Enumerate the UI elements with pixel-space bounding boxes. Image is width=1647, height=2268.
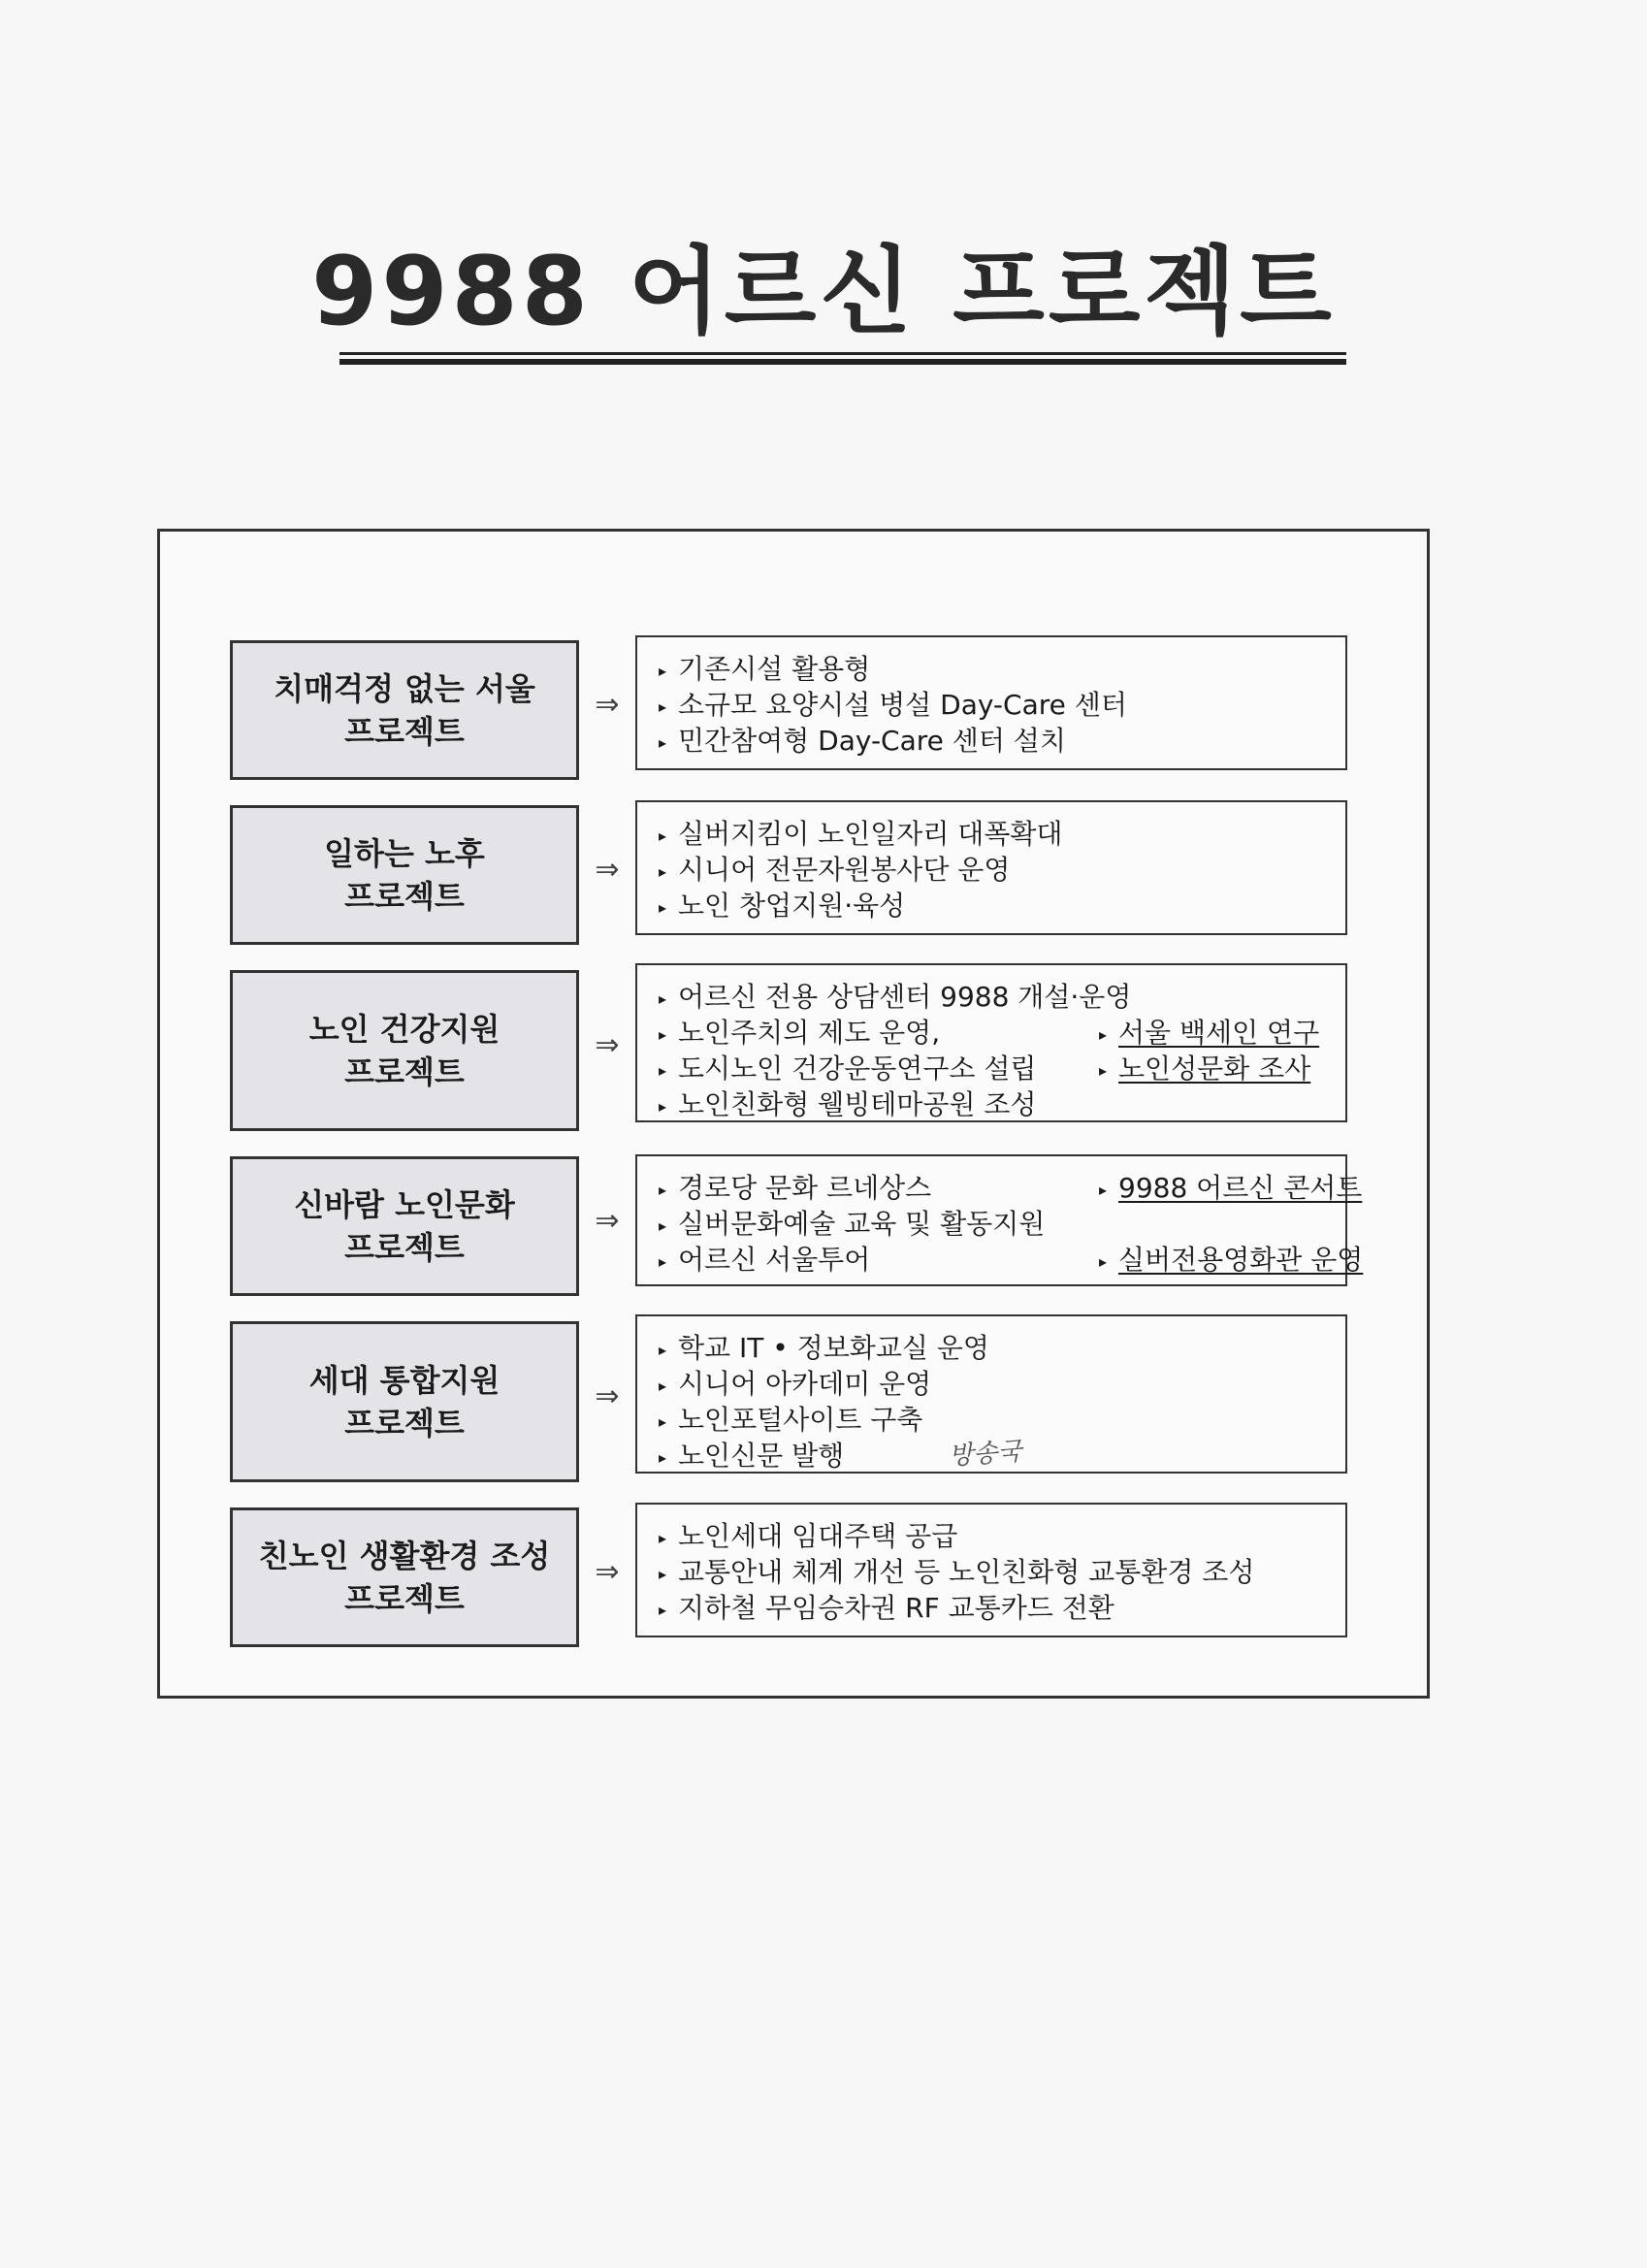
- list-item: [659, 1206, 1345, 1242]
- item-text: 학교 IT • 정보화교실 운영: [678, 1332, 989, 1364]
- triangle-bullet-icon: ▸: [1099, 1060, 1108, 1080]
- item-text: 노인 창업지원·육성: [678, 890, 906, 922]
- triangle-bullet-icon: ▸: [1099, 1024, 1108, 1044]
- project-label-line1: 친노인 생활환경 조성: [258, 1538, 551, 1574]
- project-label: [230, 1321, 579, 1482]
- triangle-bullet-icon: ▸: [659, 1528, 667, 1547]
- triangle-bullet-icon: ▸: [659, 732, 667, 752]
- item-text: 노인포털사이트 구축: [678, 1404, 923, 1436]
- project-label: [230, 640, 579, 780]
- triangle-bullet-icon: ▸: [659, 1447, 667, 1467]
- item-text: 실버문화예술 교육 및 활동지원: [678, 1208, 1046, 1240]
- list-item: [659, 1170, 1363, 1206]
- side-item: [1099, 1242, 1363, 1280]
- triangle-bullet-icon: ▸: [659, 1060, 667, 1080]
- item-text: 노인신문 발행: [678, 1440, 845, 1472]
- project-label-line2: 프로젝트: [344, 1580, 465, 1617]
- triangle-bullet-icon: ▸: [659, 661, 667, 680]
- project-label-line2: 프로젝트: [344, 1053, 465, 1090]
- item-text: 경로당 문화 르네상스: [678, 1172, 932, 1204]
- item-text: 노인친화형 웰빙테마공원 조성: [678, 1088, 1037, 1120]
- triangle-bullet-icon: ▸: [659, 697, 667, 716]
- project-label: [230, 805, 579, 945]
- arrow-icon: ⇒: [595, 853, 620, 887]
- list-item: [659, 1554, 1345, 1590]
- side-item-text: 실버전용영화관 운영: [1118, 1244, 1364, 1276]
- project-label-line2: 프로젝트: [344, 713, 465, 750]
- project-label-line1: 치매걱정 없는 서울: [274, 670, 535, 707]
- project-details-box: [635, 963, 1347, 1122]
- list-item: [659, 651, 1345, 687]
- list-item: [659, 687, 1345, 723]
- triangle-bullet-icon: ▸: [659, 1411, 667, 1431]
- triangle-bullet-icon: ▸: [659, 861, 667, 881]
- project-details-box: [635, 800, 1347, 935]
- arrow-icon: ⇒: [595, 1379, 620, 1413]
- item-text: 노인세대 임대주택 공급: [678, 1520, 958, 1552]
- item-text: 도시노인 건강운동연구소 설립: [678, 1053, 1037, 1085]
- list-item: [659, 1051, 1345, 1086]
- project-label-line1: 신바람 노인문화: [294, 1186, 515, 1223]
- project-label-line1: 세대 통합지원: [308, 1362, 501, 1399]
- triangle-bullet-icon: ▸: [659, 826, 667, 845]
- item-text: 기존시설 활용형: [678, 653, 871, 685]
- project-label: [230, 970, 579, 1131]
- triangle-bullet-icon: ▸: [659, 1180, 667, 1199]
- item-text: 민간참여형 Day-Care 센터 설치: [678, 725, 1066, 757]
- item-text: 소규모 요양시설 병설 Day-Care 센터: [678, 689, 1127, 721]
- project-label-line1: 노인 건강지원: [308, 1011, 501, 1048]
- list-item: [659, 1015, 1345, 1051]
- list-item: [659, 1366, 1345, 1402]
- side-item-text: 서울 백세인 연구: [1118, 1017, 1320, 1049]
- list-item: [659, 816, 1345, 852]
- side-item-text: 노인성문화 조사: [1118, 1053, 1311, 1085]
- project-label-line2: 프로젝트: [344, 1405, 465, 1442]
- item-text: 실버지킴이 노인일자리 대폭확대: [678, 818, 1063, 850]
- item-text: 시니어 아카데미 운영: [678, 1368, 932, 1400]
- list-item: [659, 1242, 1364, 1278]
- side-item: [1099, 1051, 1310, 1088]
- triangle-bullet-icon: ▸: [659, 1251, 667, 1271]
- arrow-icon: ⇒: [595, 1028, 620, 1062]
- project-label-line2: 프로젝트: [344, 878, 465, 915]
- project-details-box: [635, 635, 1347, 770]
- arrow-icon: ⇒: [595, 1555, 620, 1589]
- item-text: 지하철 무임승차권 RF 교통카드 전환: [678, 1592, 1114, 1624]
- triangle-bullet-icon: ▸: [659, 1340, 667, 1359]
- arrow-icon: ⇒: [595, 1204, 620, 1238]
- item-text: 노인주치의 제도 운영,: [678, 1017, 941, 1049]
- title-underline: [339, 352, 1346, 365]
- item-text: 어르신 전용 상담센터 9988 개설·운영: [678, 981, 1132, 1013]
- triangle-bullet-icon: ▸: [659, 1024, 667, 1044]
- triangle-bullet-icon: ▸: [659, 1096, 667, 1116]
- arrow-icon: ⇒: [595, 688, 620, 722]
- list-item: [659, 1518, 1345, 1554]
- side-item-text: 9988 어르신 콘서트: [1118, 1172, 1363, 1204]
- project-label-line1: 일하는 노후: [324, 835, 485, 872]
- project-label-line2: 프로젝트: [344, 1229, 465, 1266]
- triangle-bullet-icon: ▸: [659, 1376, 667, 1395]
- triangle-bullet-icon: ▸: [659, 1564, 667, 1583]
- list-item: [659, 1330, 1345, 1366]
- handwritten-note: 방송국: [948, 1437, 1023, 1472]
- item-text: 교통안내 체계 개선 등 노인친화형 교통환경 조성: [678, 1556, 1255, 1588]
- list-item: [659, 1086, 1345, 1122]
- side-item: [1099, 1170, 1362, 1208]
- triangle-bullet-icon: ▸: [659, 897, 667, 917]
- side-item: [1099, 1015, 1319, 1053]
- list-item: [659, 723, 1345, 759]
- triangle-bullet-icon: ▸: [659, 988, 667, 1008]
- list-item: [659, 888, 1345, 923]
- item-text: 어르신 서울투어: [678, 1244, 871, 1276]
- page-title: 9988 어르신 프로젝트: [311, 237, 1336, 347]
- project-label: [230, 1156, 579, 1296]
- list-item: [659, 1590, 1345, 1626]
- triangle-bullet-icon: ▸: [659, 1215, 667, 1235]
- item-text: 시니어 전문자원봉사단 운영: [678, 854, 1011, 886]
- list-item: [659, 852, 1345, 888]
- triangle-bullet-icon: ▸: [1099, 1251, 1108, 1271]
- project-details-box: [635, 1503, 1347, 1637]
- list-item: [659, 979, 1345, 1015]
- project-label: [230, 1507, 579, 1647]
- triangle-bullet-icon: ▸: [1099, 1180, 1108, 1199]
- project-details-box: [635, 1154, 1364, 1286]
- triangle-bullet-icon: ▸: [659, 1600, 667, 1619]
